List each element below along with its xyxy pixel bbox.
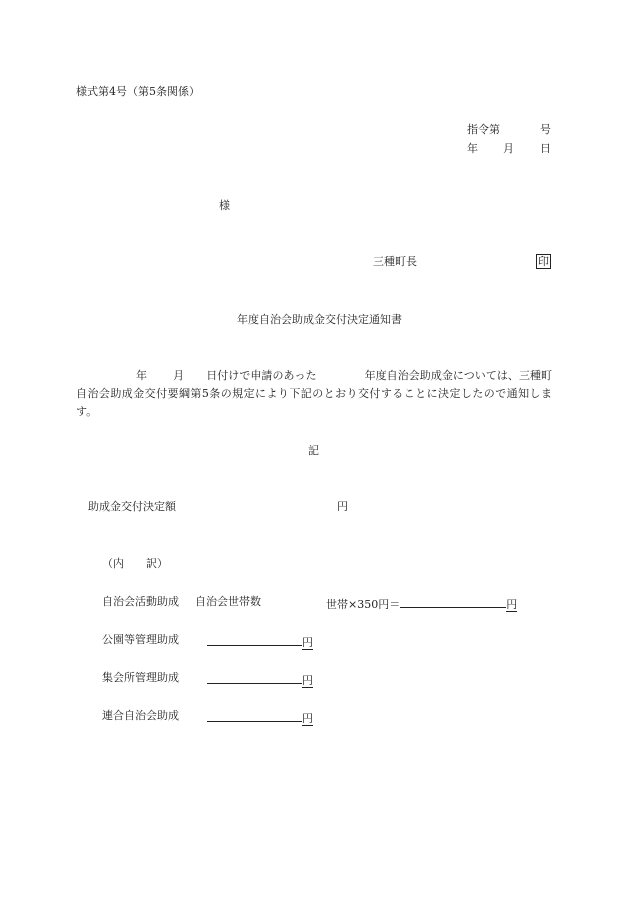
item-label-koen: 公園等管理助成 <box>102 633 179 646</box>
ref-year-label: 年 <box>467 142 478 155</box>
decision-amount-label: 助成金交付決定額 <box>88 500 176 513</box>
body-month: 月 <box>173 369 185 382</box>
form-id: 様式第4号（第5条関係） <box>76 85 200 98</box>
amount-blank-line <box>207 709 302 722</box>
item-label-rengo: 連合自治会助成 <box>102 709 179 722</box>
seal-mark: 印 <box>538 255 549 268</box>
item-unit-yen: 円 <box>302 674 313 687</box>
amount-blank-line <box>207 671 302 684</box>
item-unit-yen: 円 <box>302 636 313 649</box>
item-unit-yen: 円 <box>302 712 313 725</box>
item-label-shukaisho: 集会所管理助成 <box>102 671 179 684</box>
ref-shirei-label: 指令第 <box>467 123 500 136</box>
body-year: 年 <box>136 369 148 382</box>
item-unit-yen: 円 <box>506 598 518 611</box>
item-calc-text: 世帯×350円＝ <box>326 598 401 611</box>
item-amount-shukaisho <box>207 671 313 688</box>
document-title: 年度自治会助成金交付決定通知書 <box>237 313 402 326</box>
breakdown-label: （内 訳） <box>102 557 168 570</box>
body-paragraph <box>76 367 552 421</box>
item-calc-setai <box>326 595 517 612</box>
addressee-suffix: 様 <box>219 199 230 212</box>
ref-go-label: 号 <box>540 123 551 136</box>
item-amount-koen <box>207 633 313 650</box>
ref-month-label: 月 <box>503 142 514 155</box>
seal-stamp <box>536 254 551 269</box>
body-text-1: 日付けで申請のあった <box>206 369 317 382</box>
item-sub-setaisu: 自治会世帯数 <box>195 595 261 608</box>
ki-heading: 記 <box>308 444 319 457</box>
issuer-name: 三種町長 <box>373 255 417 268</box>
ref-day-label: 日 <box>540 142 551 155</box>
body-text-2: 年度自治会助成金については、三種町自治会助成金交付要綱第5条の規定により下記のとおり交付することに決定したので通知します。 <box>76 369 553 418</box>
decision-amount-unit: 円 <box>337 500 348 513</box>
item-label-jichikai-katsudo: 自治会活動助成 <box>102 595 179 608</box>
amount-blank-line <box>400 595 506 608</box>
amount-blank-line <box>207 633 302 646</box>
item-amount-rengo <box>207 709 313 726</box>
